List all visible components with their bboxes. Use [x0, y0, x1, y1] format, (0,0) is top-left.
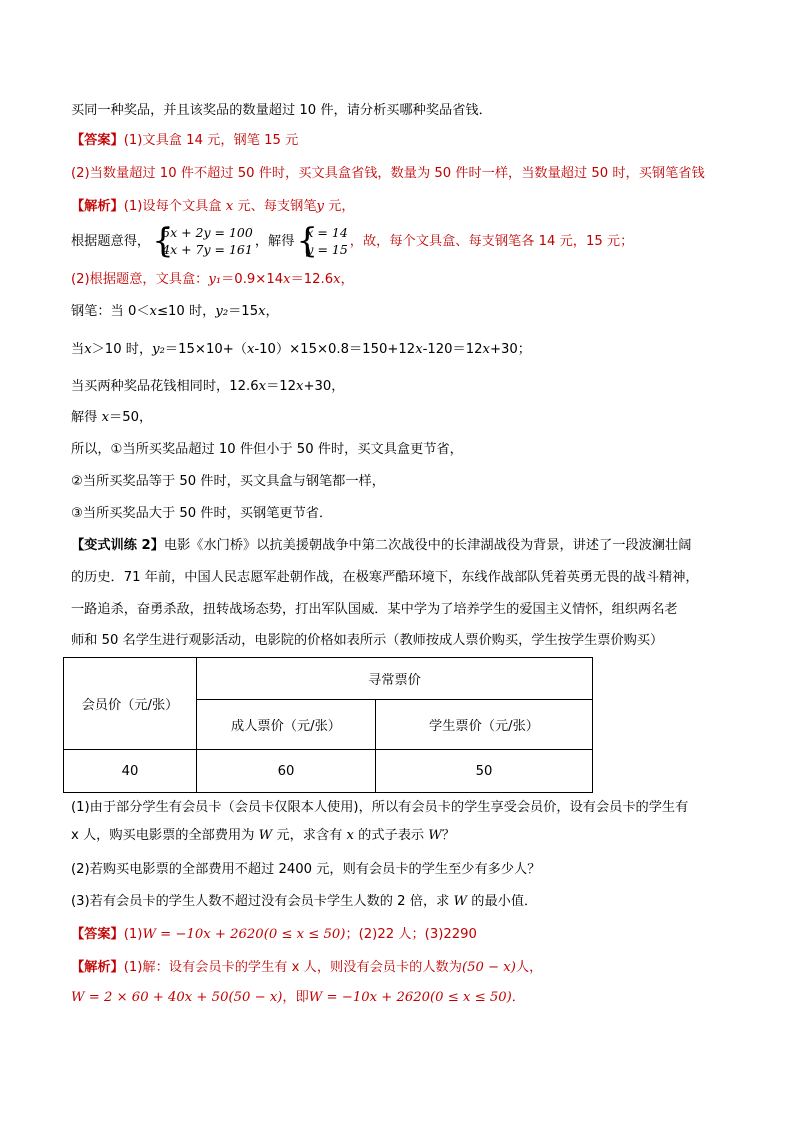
problem-tail-line: 买同一种奖品，并且该奖品的数量超过 10 件，请分析买哪种奖品省钱．	[71, 103, 492, 118]
equation-system-line: 根据题意得， { 5x + 2y = 100 4x + 7y = 161 ，解得 { x = 14 y = 15 ，故，每个文具盒、每支钢笔各 14 元，15 元；	[71, 221, 634, 261]
answer-tag: 【答案】	[71, 927, 124, 942]
price-table	[63, 657, 593, 793]
regular-price-header: 寻常票价	[197, 658, 593, 700]
simplified-formula: W = −10x + 2620(0 ≤ x ≤ 50)	[308, 990, 512, 1005]
member-price-value: 40	[64, 750, 197, 793]
analysis-line-y2: 钢笔：当 0＜x≤10 时，y₂＝15x，	[71, 304, 279, 319]
adult-price-header: 成人票价（元/张）	[197, 700, 376, 750]
equation-system-1: { 5x + 2y = 100 4x + 7y = 161	[152, 221, 253, 261]
question-2-line: (2)若购买电影票的全部费用不超过 2400 元，则有会员卡的学生至少有多少人？	[71, 862, 541, 877]
analysis-line-y3: 当x＞10 时，y₂＝15×10+（x-10）×15×0.8＝150+12x-120＝12x+30；	[71, 342, 531, 357]
answer-formula: W = −10x + 2620(0 ≤ x ≤ 50)	[142, 927, 346, 942]
student-price-header: 学生票价（元/张）	[376, 700, 593, 750]
question-3-line: (3)若有会员卡的学生人数不超过没有会员卡学生人数的 2 倍，求 W 的最小值．	[71, 894, 538, 909]
answer2-line: 【答案】(1)W = −10x + 2620(0 ≤ x ≤ 50)；(2)22 人；(3)2290	[71, 927, 477, 942]
variant-training-tag: 【变式训练 2】	[71, 538, 164, 553]
analysis2-line-2: W = 2 × 60 + 40x + 50(50 − x)，即W = −10x + 2620(0 ≤ x ≤ 50)．	[71, 990, 525, 1005]
answer-line-1: 【答案】(1)文具盒 14 元，钢笔 15 元	[71, 133, 299, 148]
analysis-line-y5: 解得 x＝50，	[71, 410, 153, 425]
problem-line-2: 的历史．71 年前，中国人民志愿军赴朝作战，在极寒严酷环境下，东线作战部队凭着英勇无畏的战斗精神，	[71, 570, 699, 585]
problem-line-4: 师和 50 名学生进行观影活动，电影院的价格如表所示（教师按成人票价购买，学生按学生票价购买）	[71, 633, 664, 648]
answer-tag: 【答案】	[71, 133, 124, 148]
analysis-line-1: 【解析】(1)设每个文具盒 x 元、每支钢笔y 元，	[71, 199, 355, 214]
question-1-line-1: (1)由于部分学生有会员卡（会员卡仅限本人使用)，所以有会员卡的学生享受会员价，设有会员卡的学生有	[71, 800, 689, 815]
analysis-line-y1: (2)根据题意，文具盒：y₁＝0.9×14x＝12.6x，	[71, 272, 354, 287]
analysis-tag: 【解析】	[71, 960, 124, 975]
analysis-tag: 【解析】	[71, 199, 124, 214]
problem-line-1: 【变式训练 2】电影《水门桥》以抗美援朝战争中第二次战役中的长津湖战役为背景，讲述了一段波澜壮阔	[71, 538, 692, 553]
table-row	[64, 750, 593, 793]
cost-formula: W = 2 × 60 + 40x + 50(50 − x)	[71, 990, 283, 1005]
analysis-line-y4: 当买两种奖品花钱相同时，12.6x＝12x+30，	[71, 379, 345, 394]
question-1-line-2: x 人，购买电影票的全部费用为 W 元，求含有 x 的式子表示 W？	[71, 828, 456, 843]
analysis-line-y8: ③当所买奖品大于 50 件时，买钢笔更节省．	[71, 506, 333, 521]
table-row	[64, 658, 593, 700]
analysis-line-y6: 所以，①当所买奖品超过 10 件但小于 50 件时，买文具盒更节省，	[71, 442, 463, 457]
answer-line-2: (2)当数量超过 10 件不超过 50 件时，买文具盒省钱，数量为 50 件时一样，当数量超过 50 时，买钢笔省钱	[71, 166, 705, 181]
student-price-value: 50	[376, 750, 593, 793]
adult-price-value: 60	[197, 750, 376, 793]
equation-system-2: { x = 14 y = 15	[296, 221, 348, 261]
analysis2-line-1: 【解析】(1)解：设有会员卡的学生有 x 人，则没有会员卡的人数为(50 − x)人，	[71, 960, 543, 975]
problem-line-3: 一路追杀，奋勇杀敌，扭转战场态势，打出军队国威．某中学为了培养学生的爱国主义情怀，组织两名老	[71, 602, 678, 617]
member-price-header: 会员价（元/张）	[64, 658, 197, 750]
analysis-line-y7: ②当所买奖品等于 50 件时，买文具盒与钢笔都一样，	[71, 474, 385, 489]
